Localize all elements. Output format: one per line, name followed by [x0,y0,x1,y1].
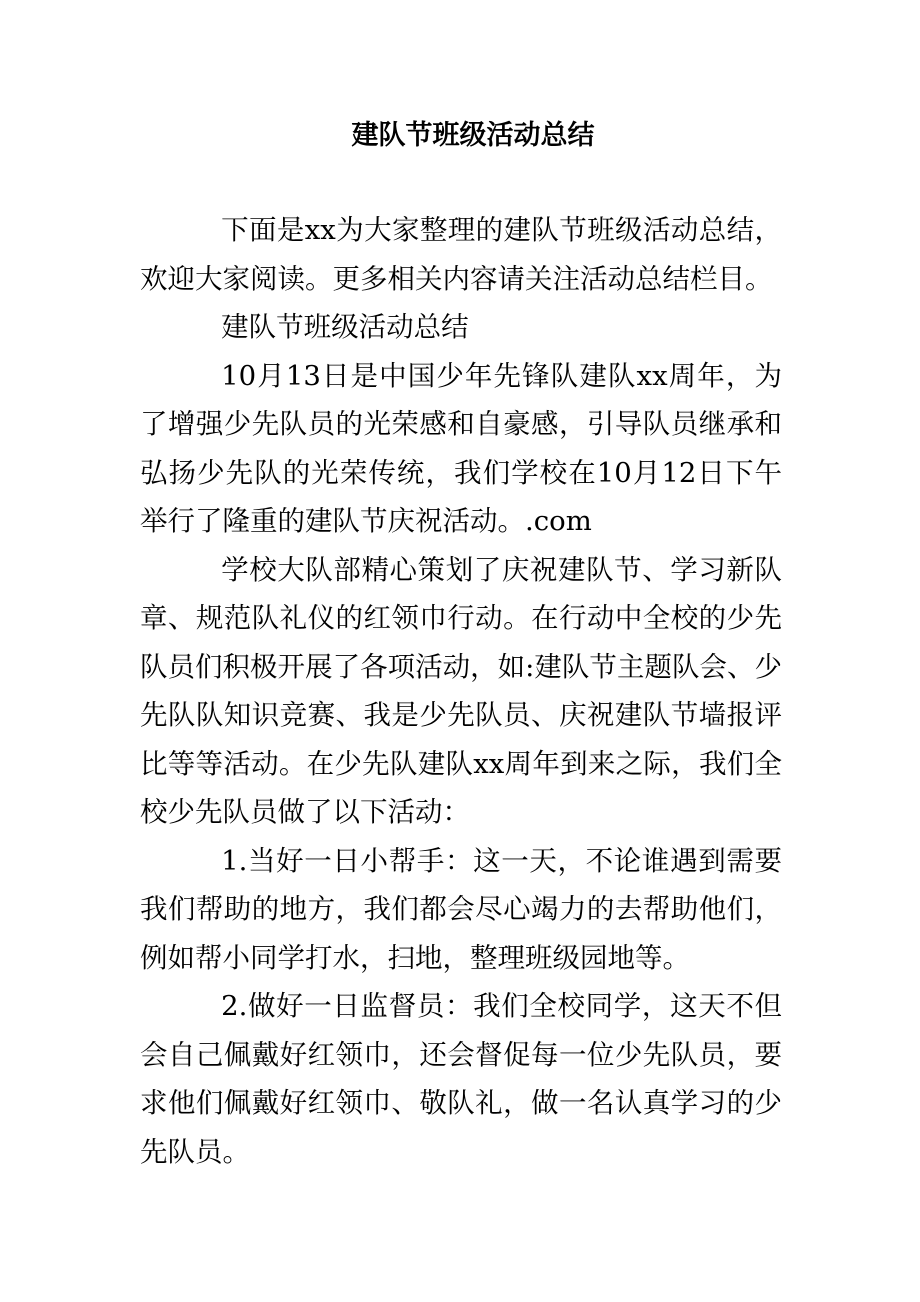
activities-paragraph: 学校大队部精心策划了庆祝建队节、学习新队章、规范队礼仪的红领巾行动。在行动中全校的少先队员们积极开展了各项活动，如:建队节主题队会、少先队队知识竞赛、我是少先队员、庆祝建队节墙报评比等等活动。在少先队建队xx周年到来之际，我们全校少先队员做了以下活动： [140,553,782,828]
activity-item-1: 1.当好一日小帮手：这一天，不论谁遇到需要我们帮助的地方，我们都会尽心竭力的去帮助他们，例如帮小同学打水，扫地，整理班级园地等。 [140,844,782,974]
background-paragraph: 10月13日是中国少年先锋队建队xx周年，为了增强少先队员的光荣感和自豪感，引导队员继承和弘扬少先队的光荣传统，我们学校在10月12日下午举行了隆重的建队节庆祝活动。.com [140,359,782,537]
document-title: 建队节班级活动总结 [351,120,595,151]
intro-paragraph: 下面是xx为大家整理的建队节班级活动总结，欢迎大家阅读。更多相关内容请关注活动总结栏目。 [140,214,782,295]
activity-item-2: 2.做好一日监督员：我们全校同学，这天不但会自己佩戴好红领巾，还会督促每一位少先队员，要求他们佩戴好红领巾、敬队礼，做一名认真学习的少先队员。 [140,990,782,1168]
document-body [140,206,782,1176]
subtitle-paragraph: 建队节班级活动总结 [221,311,469,343]
